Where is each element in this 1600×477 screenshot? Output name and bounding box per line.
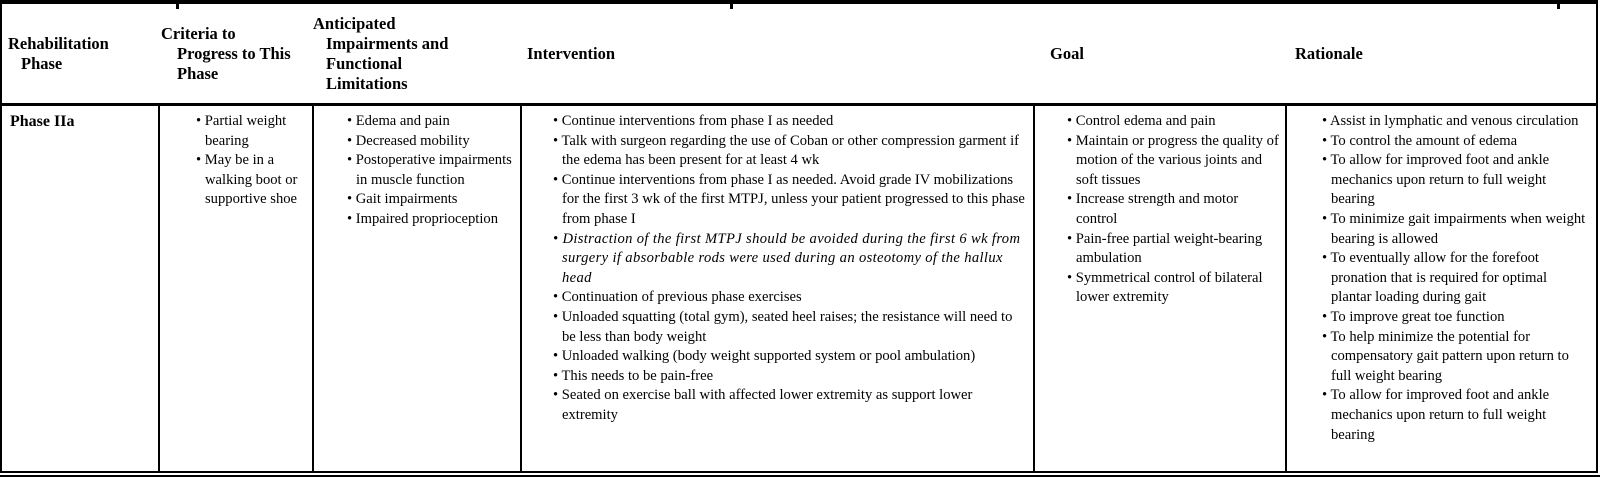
cell-goals (1033, 106, 1285, 471)
bullet-item: • To control the amount of edema (1322, 132, 1518, 149)
table-body-row (2, 106, 1596, 471)
phase-label: Phase IIa (10, 113, 75, 130)
header-rationale (1285, 4, 1596, 103)
bullet-item: • Continue interventions from phase I as needed. Avoid grade IV mobilizations for the first 3 wk of the first MTPJ, unless your patient progressed to this phase from phase I (553, 171, 1025, 227)
cell-impairments (312, 106, 520, 471)
bullet-item: • To improve great toe function (1322, 308, 1505, 325)
header-label: Intervention (527, 43, 615, 63)
bullet-item: • To help minimize the potential for compensatory gait pattern upon return to full weight bearing (1322, 328, 1569, 384)
bullet-item: • To allow for improved foot and ankle mechanics upon return to full weight bearing (1322, 152, 1550, 208)
cell-rationale (1285, 106, 1596, 471)
bullet-item: • Edema and pain (347, 113, 450, 129)
bullet-item: • Distraction of the first MTPJ should be avoided during the first 6 wk from surgery if absorbable rods were used during an osteotomy of the hallux head (553, 230, 1021, 286)
bullet-item: • Partial weight bearing (196, 113, 287, 149)
header-goal (1033, 4, 1285, 103)
header-label: Anticipated Impairments and Functional Limitations (313, 13, 449, 93)
header-anticipated-impairments (312, 4, 520, 103)
header-label: Rehabilitation Phase (8, 33, 109, 73)
cell-interventions (520, 106, 1033, 471)
header-rehabilitation-phase (2, 4, 158, 103)
bullet-item: • Control edema and pain (1067, 113, 1216, 129)
table-header-row (2, 4, 1596, 106)
header-label: Rationale (1295, 43, 1363, 63)
bullet-item: • Decreased mobility (347, 132, 470, 149)
bullet-item: • Symmetrical control of bilateral lower extremity (1067, 269, 1263, 306)
bullet-item: • Pain-free partial weight-bearing ambulation (1067, 230, 1263, 267)
bullet-item: • Increase strength and motor control (1067, 191, 1239, 227)
bullet-item: • Postoperative impairments in muscle function (347, 152, 512, 188)
bullet-item: • Assist in lymphatic and venous circulation (1322, 113, 1579, 129)
header-label: Criteria to Progress to This Phase (161, 23, 291, 83)
cell-criteria (158, 106, 312, 471)
bullet-item: • This needs to be pain-free (553, 367, 714, 384)
cell-phase (2, 106, 158, 471)
bullet-item: • To allow for improved foot and ankle mechanics upon return to full weight bearing (1322, 387, 1550, 443)
bullet-item: • Unloaded walking (body weight supported system or pool ambulation) (553, 348, 976, 365)
bullet-item: • Continue interventions from phase I as needed (553, 113, 834, 129)
header-criteria-to-progress (158, 4, 312, 103)
bullet-item: • May be in a walking boot or supportive shoe (196, 152, 298, 208)
bullet-item: • Seated on exercise ball with affected lower extremity as support lower extremity (553, 387, 973, 423)
bullet-item: • To minimize gait impairments when weight bearing is allowed (1322, 210, 1586, 247)
bullet-item: • To eventually allow for the forefoot pronation that is required for optimal plantar loading during gait (1322, 250, 1548, 306)
bullet-item: • Impaired proprioception (347, 210, 498, 227)
bullet-item: • Maintain or progress the quality of motion of the various joints and soft tissues (1067, 132, 1279, 188)
header-intervention (520, 4, 1033, 103)
bullet-item: • Gait impairments (347, 191, 458, 208)
bullet-item: • Unloaded squatting (total gym), seated heel raises; the resistance will need to be less than body weight (553, 308, 1013, 345)
header-label: Goal (1050, 43, 1084, 63)
bullet-item: • Continuation of previous phase exercises (553, 289, 802, 306)
bullet-item: • Talk with surgeon regarding the use of Coban or other compression garment if the edema has been present for at least 4 wk (553, 132, 1019, 169)
